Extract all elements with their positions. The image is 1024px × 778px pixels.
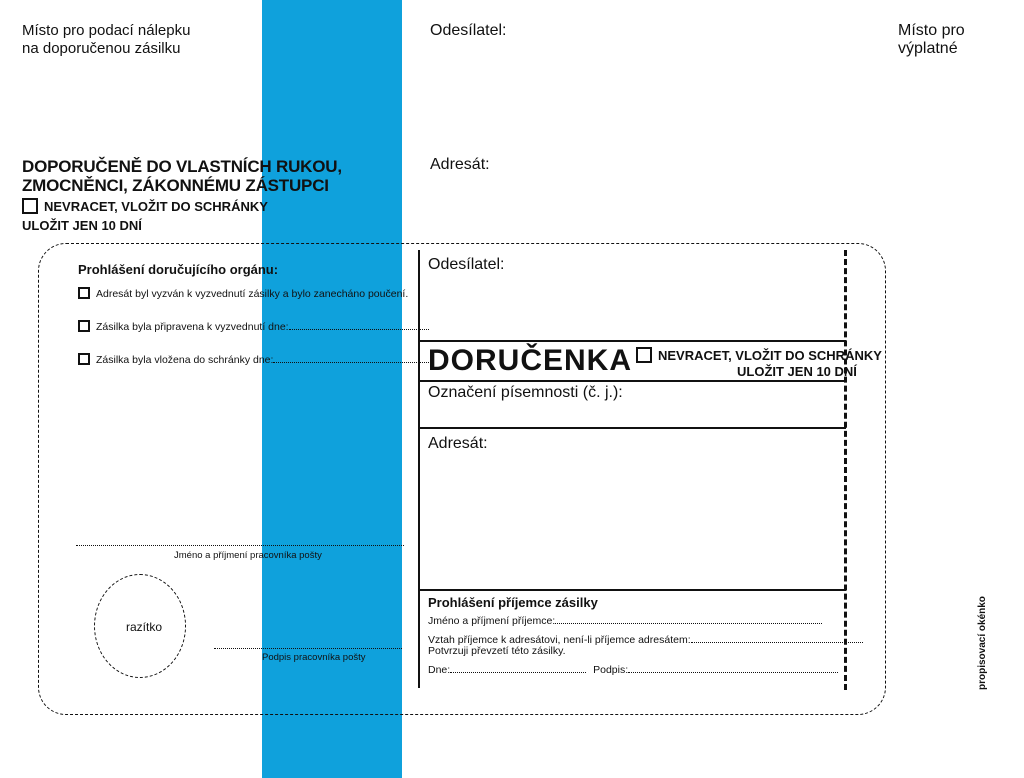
instruction-line-1: DOPORUČENĚ DO VLASTNÍCH RUKOU, bbox=[22, 157, 342, 176]
declaration-label-invited: Adresát byl vyzván k vyzvednutí zásilky a bylo zanecháno poučení. bbox=[96, 288, 409, 300]
card-sender-label: Odesílatel: bbox=[428, 256, 505, 273]
recipient-date-field[interactable] bbox=[450, 662, 586, 673]
recipient-name-field[interactable] bbox=[555, 613, 822, 624]
carbon-window-label: propisovací okénko bbox=[977, 596, 988, 690]
card-divider-4 bbox=[418, 589, 846, 591]
card-divider-3 bbox=[418, 427, 846, 429]
declaration-label-mailbox: Zásilka byla vložena do schránky dne: bbox=[96, 354, 274, 366]
card-title: DORUČENKA bbox=[428, 344, 632, 377]
postage-place-label: Místo pro výplatné bbox=[898, 22, 965, 57]
delivery-instructions bbox=[22, 157, 342, 233]
card-do-not-return-option[interactable] bbox=[636, 347, 882, 363]
recipient-name-label: Jméno a příjmení příjemce: bbox=[428, 615, 556, 627]
recipient-name-row[interactable] bbox=[428, 613, 822, 627]
recipient-declaration-title: Prohlášení příjemce zásilky bbox=[428, 595, 598, 610]
card-right-perforation bbox=[844, 250, 847, 690]
sticker-place-line-1: Místo pro podací nálepku bbox=[22, 22, 191, 39]
card-divider-1 bbox=[418, 340, 846, 342]
recipient-signature-label: Podpis: bbox=[593, 664, 629, 676]
sender-label-top: Odesílatel: bbox=[430, 22, 507, 39]
addressee-label-top: Adresát: bbox=[430, 156, 490, 173]
recipient-date-label: Dne: bbox=[428, 664, 451, 676]
do-not-return-checkbox[interactable] bbox=[22, 198, 38, 214]
worker-signature-line[interactable] bbox=[214, 648, 402, 649]
worker-name-label: Jméno a příjmení pracovníka pošty bbox=[174, 550, 322, 561]
do-not-return-option[interactable] bbox=[22, 198, 342, 214]
worker-name-line[interactable] bbox=[76, 545, 404, 546]
delivery-declaration-title: Prohlášení doručujícího orgánu: bbox=[78, 262, 279, 277]
card-divider-2 bbox=[418, 380, 846, 382]
sticker-place-label bbox=[22, 22, 190, 58]
worker-signature-label: Podpis pracovníka pošty bbox=[262, 652, 366, 663]
sticker-place-line-2: na doporučenou zásilku bbox=[22, 40, 181, 57]
declaration-checkbox-prepared[interactable] bbox=[78, 320, 90, 332]
recipient-relation-row[interactable] bbox=[428, 632, 863, 646]
doc-ref-label: Označení písemnosti (č. j.): bbox=[428, 384, 623, 401]
card-do-not-return-label: NEVRACET, VLOŽIT DO SCHRÁNKY bbox=[658, 348, 882, 363]
recipient-date-signature-row[interactable] bbox=[428, 662, 838, 676]
declaration-item-mailbox[interactable] bbox=[78, 352, 429, 366]
declaration-item-prepared[interactable] bbox=[78, 319, 429, 333]
prepared-date-field[interactable] bbox=[289, 319, 429, 330]
declaration-item-invited[interactable] bbox=[78, 287, 408, 300]
card-do-not-return-checkbox[interactable] bbox=[636, 347, 652, 363]
do-not-return-label: NEVRACET, VLOŽIT DO SCHRÁNKY bbox=[44, 199, 268, 214]
declaration-label-prepared: Zásilka byla připravena k vyzvednutí dne: bbox=[96, 321, 289, 333]
card-store-ten-days: ULOŽIT JEN 10 DNÍ bbox=[737, 364, 857, 379]
recipient-relation-field[interactable] bbox=[691, 632, 863, 643]
card-left-border bbox=[418, 250, 420, 688]
recipient-relation-label: Vztah příjemce k adresátovi, není-li příjemce adresátem: bbox=[428, 634, 691, 646]
declaration-checkbox-mailbox[interactable] bbox=[78, 353, 90, 365]
declaration-checkbox-invited[interactable] bbox=[78, 287, 90, 299]
recipient-confirm-text: Potvrzuji převzetí této zásilky. bbox=[428, 645, 566, 657]
mailbox-date-field[interactable] bbox=[273, 352, 429, 363]
card-addressee-label: Adresát: bbox=[428, 435, 488, 452]
recipient-signature-field[interactable] bbox=[628, 662, 838, 673]
stamp-label: razítko bbox=[126, 620, 163, 634]
store-ten-days: ULOŽIT JEN 10 DNÍ bbox=[22, 218, 142, 233]
instruction-line-2: ZMOCNĚNCI, ZÁKONNÉMU ZÁSTUPCI bbox=[22, 176, 329, 195]
